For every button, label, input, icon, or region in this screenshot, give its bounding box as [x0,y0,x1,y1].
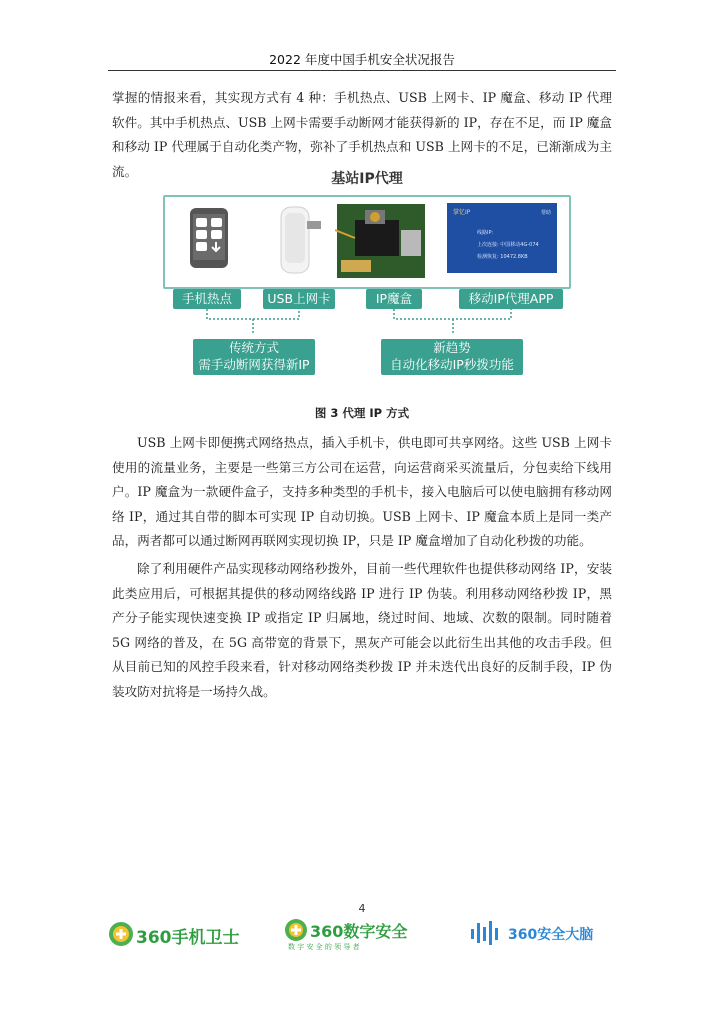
logo-text-3: 360安全大脑 [508,927,594,943]
figure-caption: 图 3 代理 IP 方式 [314,406,410,420]
logo-text-1: 360手机卫士 [136,928,240,948]
page-number: 4 [358,902,366,915]
app-help: 帮助 [540,210,551,216]
plus-circle-icon [108,921,134,947]
new-trend-box [381,339,523,375]
tag-mobile-ip-app: 移动IP代理APP [459,289,563,309]
logo-text-2: 360数字安全 [310,922,408,941]
tag-ip-box: IP魔盒 [366,289,422,309]
paragraph-3: 除了利用硬件产品实现移动网络秒拨外，目前一些代理软件也提供移动网络 IP，安装此类应用后，可根据其提供的移动网络线路 IP 进行 IP 伪装。利用移动网络秒拨 IP，黑产分子能实现快速变换 IP 或指定 IP 归属地，绕过时间、地域、次数的限制。同时随着 5G 网络的普及，在 5G 高带宽的背景下，黑灰产可能会以此衍生出其他的攻击手段。但从目前已知的风控手段来看，针对移动网络类秒拨 IP 并未迭代出良好的反制手段，IP 伪装攻防对抗将是一场持久战。 [112,561,612,699]
paragraph-1: 掌握的情报来看，其实现方式有 4 种：手机热点、USB 上网卡、IP 魔盒、移动 IP 代理软件。其中手机热点、USB 上网卡需要手动断网才能获得新的 IP，存在不足，而 IP 魔盒和移动 IP 代理属于自动化类产物，弥补了手机热点和 USB 上网卡的不足，已渐渐成为主流。 [112,90,612,179]
phone-icon [189,207,229,269]
header-rule [108,70,616,71]
paragraph-2: USB 上网卡即便携式网络热点，插入手机卡，供电即可共享网络。这些 USB 上网卡使用的流量业务，主要是一些第三方公司在运营，向运营商采买流量后，分包卖给下线用户。IP 魔盒为一款硬件盒子，支持多种类型的手机卡，接入电脑后可以使电脑拥有移动网络 IP，通过其自带的脚本可实现 IP 自动切换。USB 上网卡、IP 魔盒本质上是同一类产品，两者都可以通过断网再联网实现切换 IP，只是 IP 魔盒增加了自动化秒拨的功能。 [112,435,612,548]
sound-wave-icon [470,920,504,946]
traditional-line-2: 需手动断网获得新IP [198,357,310,372]
tag-usb-modem: USB上网卡 [263,289,335,309]
logo-slogan: 数 字 安 全 的 领 导 者 [288,943,360,951]
figure-proxy-ip [163,168,571,384]
traditional-method-box [193,339,315,375]
plus-circle-icon [284,918,308,942]
usb-modem-icon [273,201,325,279]
app-screen [447,203,557,273]
figure-image-box [163,195,571,289]
connector-lines [163,309,571,341]
trend-line-1: 新趋势 [433,340,471,355]
app-row-1: 线路IP: [477,230,494,236]
app-row-2: 上次连接: 中国移动4G-074 [477,242,539,248]
app-brand: 掌忆IP [453,209,471,216]
ip-box-board-icon [335,200,427,282]
trend-line-2: 自动化移动IP秒拨功能 [390,357,514,372]
app-row-3: 检测恢复: 10472.8KB [477,254,528,260]
traditional-line-1: 传统方式 [228,340,279,355]
figure-title: 基站IP代理 [331,171,403,187]
page-header: 2022 年度中国手机安全状况报告 [269,52,455,67]
tag-phone-hotspot: 手机热点 [173,289,241,309]
